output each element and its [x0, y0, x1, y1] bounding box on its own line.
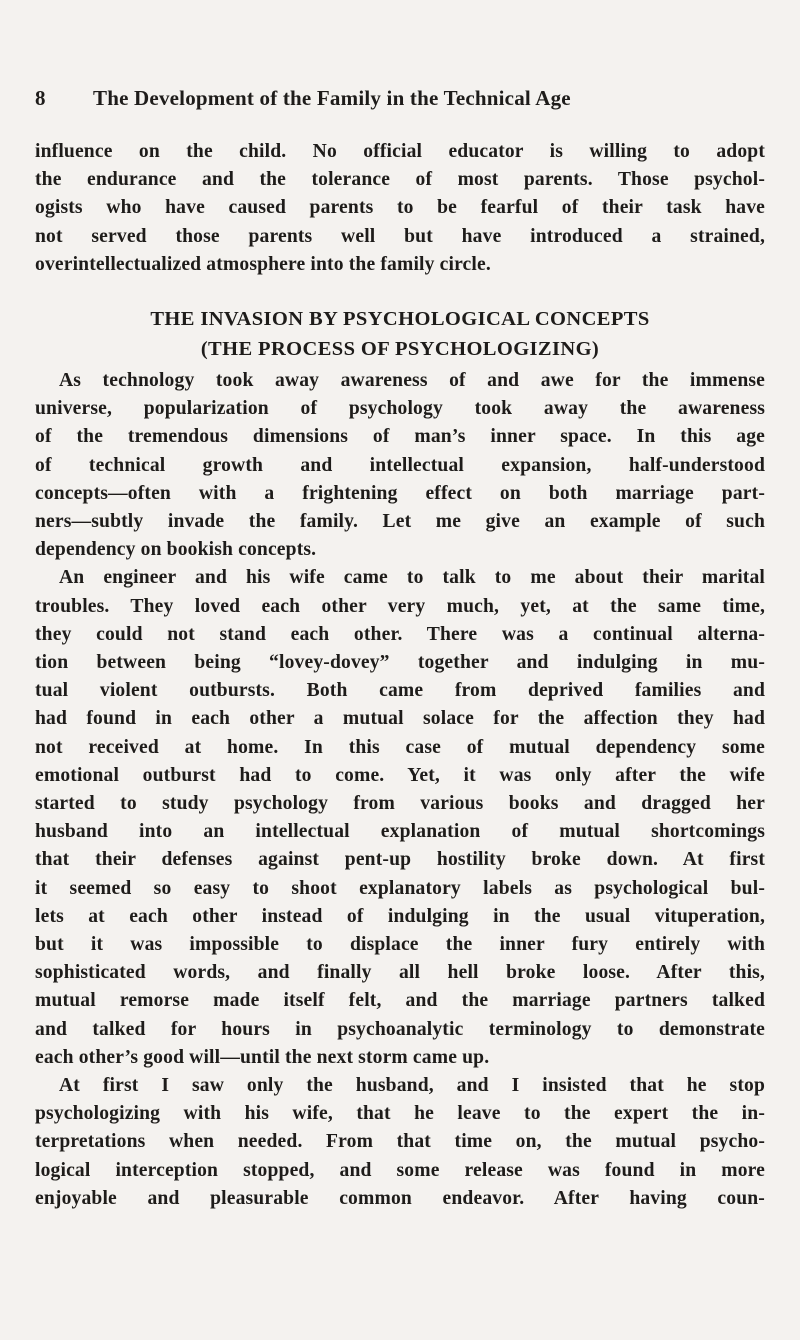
text-line: concepts—often with a frightening effect on both marriage part- — [35, 482, 765, 504]
text-line: troubles. They loved each other very much, yet, at the same time, — [35, 595, 765, 617]
text-line: husband into an intellectual explanation of mutual shortcomings — [35, 821, 765, 843]
text-line: the endurance and the tolerance of most parents. Those psychol- — [35, 169, 765, 191]
text-line: enjoyable and pleasurable common endeavor. After having coun- — [35, 1187, 765, 1209]
text-line: terpretations when needed. From that time on, the mutual psycho- — [35, 1131, 765, 1153]
text-line: As technology took away awareness of and awe for the immense — [59, 370, 765, 391]
text-line: logical interception stopped, and some release was found in more — [35, 1159, 765, 1181]
paragraph-2 — [35, 367, 765, 564]
text-line: emotional outburst had to come. Yet, it was only after the wife — [35, 764, 765, 786]
text-line: started to study psychology from various books and dragged her — [35, 793, 765, 815]
text-line: mutual remorse made itself felt, and the marriage partners talked — [35, 990, 765, 1012]
text-line: overintellectualized atmosphere into the family circle. — [35, 253, 491, 275]
paragraph-1 — [35, 138, 765, 279]
text-line: tual violent outbursts. Both came from deprived families and — [35, 680, 765, 702]
text-line: that their defenses against pent-up hostility broke down. At first — [35, 849, 765, 871]
text-line: psychologizing with his wife, that he leave to the expert the in- — [35, 1103, 765, 1125]
text-line: not received at home. In this case of mutual dependency some — [35, 736, 765, 758]
section-heading — [35, 304, 765, 364]
text-line: but it was impossible to displace the inner fury entirely with — [35, 934, 765, 956]
text-line: of the tremendous dimensions of man’s inner space. In this age — [35, 426, 765, 448]
text-line: influence on the child. No official educator is willing to adopt — [35, 141, 765, 162]
text-line: An engineer and his wife came to talk to me about their marital — [59, 567, 765, 589]
paragraph-4 — [35, 1072, 765, 1213]
text-line: each other’s good will—until the next storm came up. — [35, 1046, 490, 1068]
text-line: it seemed so easy to shoot explanatory labels as psychological bul- — [35, 877, 765, 899]
paragraph-3 — [35, 564, 765, 1072]
body-text — [35, 367, 765, 1213]
text-line: universe, popularization of psychology took away the awareness — [35, 398, 765, 420]
running-head — [35, 86, 755, 111]
text-line: they could not stand each other. There was a continual alterna- — [35, 623, 765, 645]
text-line: had found in each other a mutual solace for the affection they had — [35, 708, 765, 730]
text-line: sophisticated words, and finally all hell broke loose. After this, — [35, 962, 765, 984]
running-title: The Development of the Family in the Technical Age — [93, 86, 571, 110]
text-line: and talked for hours in psychoanalytic terminology to demonstrate — [35, 1018, 765, 1040]
text-line: ogists who have caused parents to be fearful of their task have — [35, 197, 765, 219]
text-line: dependency on bookish concepts. — [35, 539, 317, 561]
text-line: not served those parents well but have introduced a strained, — [35, 225, 765, 247]
text-line: tion between being “lovey-dovey” together and indulging in mu- — [35, 652, 765, 674]
heading-line: (THE PROCESS OF PSYCHOLOGIZING) — [200, 338, 600, 360]
text-line: lets at each other instead of indulging in the usual vituperation, — [35, 905, 765, 927]
text-line: ners—subtly invade the family. Let me give an example of such — [35, 511, 765, 533]
text-line: of technical growth and intellectual expansion, half-understood — [35, 454, 765, 476]
text-line: At first I saw only the husband, and I insisted that he stop — [59, 1075, 765, 1097]
page-number: 8 — [35, 86, 46, 110]
heading-line: THE INVASION BY PSYCHOLOGICAL CONCEPTS — [150, 308, 650, 330]
